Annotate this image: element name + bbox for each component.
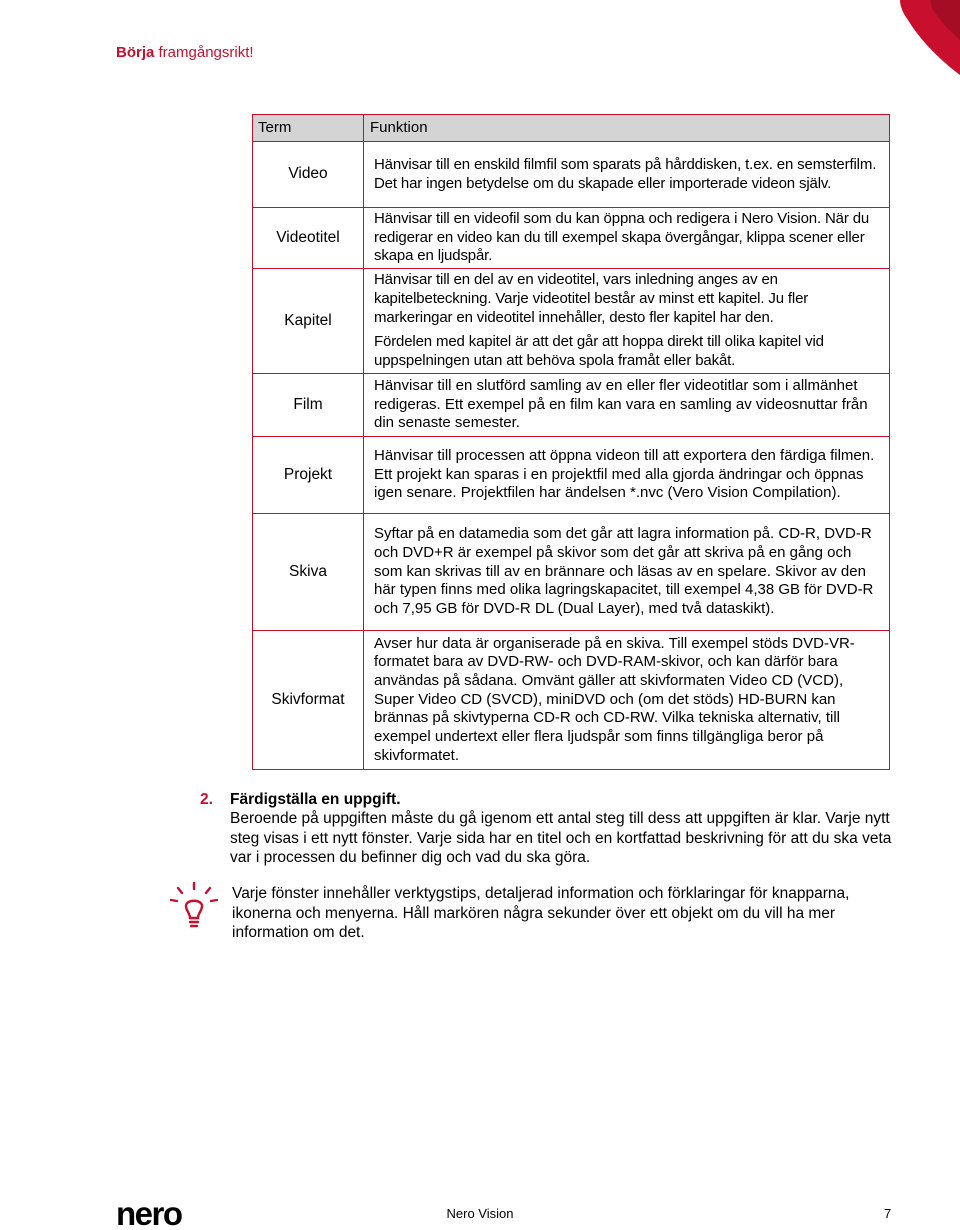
- tip-text: Varje fönster innehåller verktygstips, detaljerad information och förklaringar för knapparna, ikonerna och menyerna. Håll markören några sekunder över ett objekt om du vill ha mer information om det.: [232, 885, 850, 941]
- header-term: Term: [253, 115, 364, 142]
- page-number: 7: [884, 1206, 892, 1221]
- corner-swoosh-graphic: [840, 0, 960, 110]
- header-rest: framgångsrikt!: [158, 44, 254, 61]
- table-row: [253, 208, 890, 269]
- term-cell: Projekt: [253, 437, 364, 514]
- table-row: [253, 631, 890, 770]
- lightbulb-icon: [168, 880, 220, 932]
- function-cell: [364, 208, 890, 269]
- function-paragraph: Hänvisar till processen att öppna videon till att exportera den färdiga filmen. Ett projekt kan sparas i en projektfil med alla gjorda ändringar och öppnas igen senare. Projektfilen har ändelsen *.nvc (Vero Vision Compilation).: [374, 447, 875, 502]
- table-row: [253, 514, 890, 631]
- step-number: 2.: [200, 791, 213, 808]
- function-paragraph: Hänvisar till en slutförd samling av en eller fler videotitlar som i allmänhet redigeras. Ett exempel på en film kan vara en samling av videosnuttar från din senaste semester.: [374, 377, 868, 432]
- logo-text: nero: [116, 1199, 182, 1229]
- step-title: Färdigställa en uppgift.: [230, 791, 401, 808]
- term-cell: Skiva: [253, 514, 364, 631]
- term-cell: Film: [253, 374, 364, 437]
- function-cell: [364, 437, 890, 514]
- function-paragraph: Hänvisar till en enskild filmfil som sparats på hårddisken, t.ex. en semsterfilm. Det har ingen betydelse om du skapade eller importerade videon själv.: [374, 155, 877, 192]
- term-cell: Kapitel: [253, 269, 364, 374]
- page-header: [116, 44, 254, 61]
- header-bold: Börja: [116, 44, 155, 61]
- function-paragraph: Hänvisar till en videofil som du kan öppna och redigera i Nero Vision. När du redigerar en video kan du till exempel skapa övergångar, klippa scener eller skapa en ljudspår.: [374, 210, 870, 265]
- function-cell: [364, 514, 890, 631]
- header-function: Funktion: [364, 115, 890, 142]
- function-paragraph: Hänvisar till en del av en videotitel, vars inledning anges av en kapitelbeteckning. Varje videotitel består av minst ett kapitel. Ju fler markeringar en videotitel innehåller, desto fler kapitel har den.: [374, 271, 809, 326]
- term-cell: Videotitel: [253, 208, 364, 269]
- function-cell: [364, 269, 890, 374]
- function-cell: [364, 142, 890, 208]
- table-header-row: [253, 115, 890, 142]
- step-body: Beroende på uppgiften måste du gå igenom ett antal steg till dess att uppgiften är klar. Varje nytt steg visas i ett nytt fönster. Varje sida har en titel och en kortfattad beskrivning för att du ska veta var i processen du befinner dig och vad du ska göra.: [230, 810, 892, 866]
- footer-title: Nero Vision: [446, 1206, 514, 1221]
- table-row: [253, 374, 890, 437]
- terms-table: [252, 114, 890, 770]
- term-cell: Video: [253, 142, 364, 208]
- function-cell: [364, 631, 890, 770]
- table-row: [253, 437, 890, 514]
- function-paragraph: Syftar på en datamedia som det går att lagra information på. CD-R, DVD-R och DVD+R är exempel på skivor som det går att skriva på en gång och som kan skrivas till av en brännare och läsas av en spelare. Skivor av den här typen finns med olika lagringskapacitet, till exempel 4,38 GB för DVD-R och 7,95 GB för DVD-R DL (Dual Layer), med två dataskikt).: [374, 525, 874, 618]
- function-paragraph: Avser hur data är organiserade på en skiva. Till exempel stöds DVD-VR-formatet bara av DVD-RW- och DVD-RAM-skivor, och kan därför bara användas på sådana. Omvänt gäller att skivformaten Video CD (VCD), Super Video CD (SVCD), miniDVD och (om det stöds) HD-BURN kan brännas på skivtyperna CD-R och CD-RW. Vilka tekniska alternativ, till exempel undertext eller flera ljudspår som finns tillgängliga beror på skivformatet.: [374, 634, 855, 764]
- table-row: [253, 142, 890, 208]
- function-paragraph: Fördelen med kapitel är att det går att hoppa direkt till olika kapitel vid uppspelningen utan att behöva spola framåt eller bakåt.: [374, 333, 824, 370]
- table-row: [253, 269, 890, 374]
- function-cell: [364, 374, 890, 437]
- term-cell: Skivformat: [253, 631, 364, 770]
